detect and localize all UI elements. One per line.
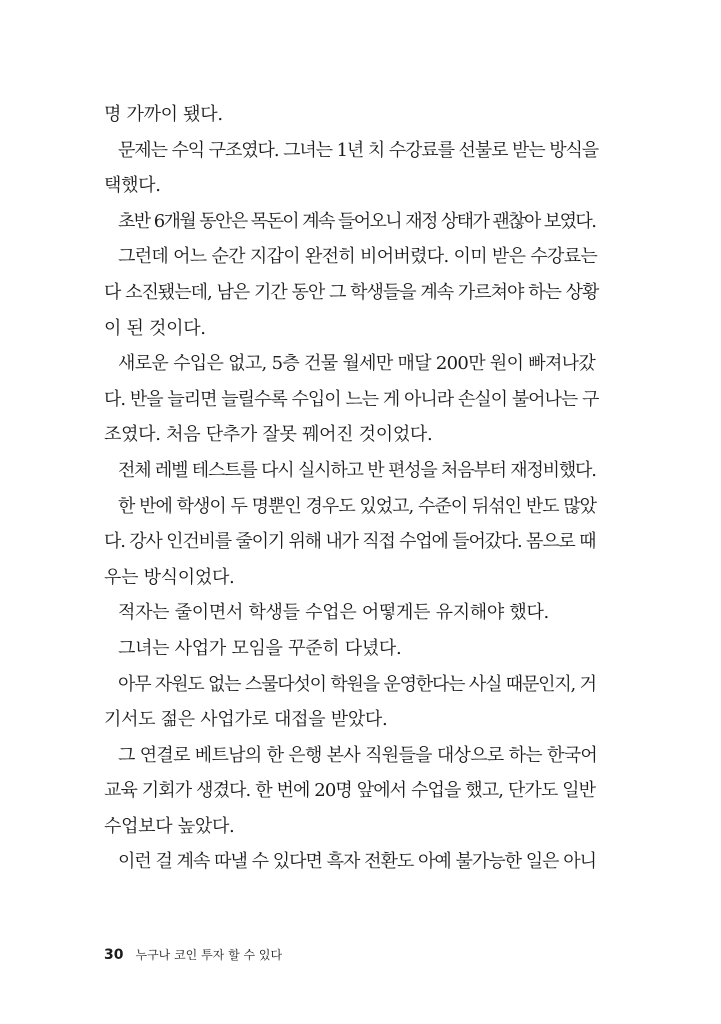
text-line: 조였다. 처음 단추가 잘못 꿰어진 것이었다. (104, 424, 433, 446)
text-line: 그런데 어느 순간 지갑이 완전히 비어버렸다. 이미 받은 수강료는 (118, 246, 598, 268)
text-line: 기서도 젊은 사업가로 대접을 받았다. (104, 709, 388, 731)
text-line: 그녀는 사업가 모임을 꾸준히 다녔다. (118, 637, 402, 659)
text-line: 이 된 것이다. (104, 317, 206, 339)
text-line: 그 연결로 베트남의 한 은행 본사 직원들을 대상으로 하는 한국어 (118, 744, 598, 766)
text-line: 적자는 줄이면서 학생들 수업은 어떻게든 유지해야 했다. (118, 602, 549, 624)
text-line: 교육 기회가 생겼다. 한 번에 20명 앞에서 수업을 했고, 단가도 일반 (104, 780, 596, 802)
text-line: 한 반에 학생이 두 명뿐인 경우도 있었고, 수준이 뒤섞인 반도 많았 (118, 495, 597, 517)
text-line: 다 소진됐는데, 남은 기간 동안 그 학생들을 계속 가르쳐야 하는 상황 (104, 281, 599, 303)
text-line: 다. 반을 늘리면 늘릴수록 수입이 느는 게 아니라 손실이 불어나는 구 (104, 388, 599, 410)
text-line: 다. 강사 인건비를 줄이기 위해 내가 직접 수업에 들어갔다. 몸으로 때 (104, 531, 596, 553)
running-title: 누구나 코인 투자 할 수 있다 (135, 948, 283, 962)
text-line: 전체 레벨 테스트를 다시 실시하고 반 편성을 처음부터 재정비했다. (118, 459, 596, 481)
text-line: 택했다. (104, 175, 161, 197)
text-line: 수업보다 높았다. (104, 815, 235, 837)
text-line: 문제는 수익 구조였다. 그녀는 1년 치 수강료를 선불로 받는 방식을 (118, 139, 599, 161)
text-line: 새로운 수입은 없고, 5층 건물 월세만 매달 200만 원이 빠져나갔 (118, 353, 596, 375)
body-text (104, 97, 598, 880)
text-line: 초반 6개월 동안은 목돈이 계속 들어오니 재정 상태가 괜찮아 보였다. (118, 210, 596, 232)
page-footer (104, 946, 282, 966)
text-line: 명 가까이 됐다. (104, 104, 223, 125)
text-line: 우는 방식이었다. (104, 566, 235, 588)
text-line: 아무 자원도 없는 스물다섯이 학원을 운영한다는 사실 때문인지, 거 (118, 673, 596, 695)
page-number: 30 (104, 947, 124, 963)
text-line: 이런 걸 계속 따낼 수 있다면 흑자 전환도 아예 불가능한 일은 아니 (118, 851, 597, 873)
